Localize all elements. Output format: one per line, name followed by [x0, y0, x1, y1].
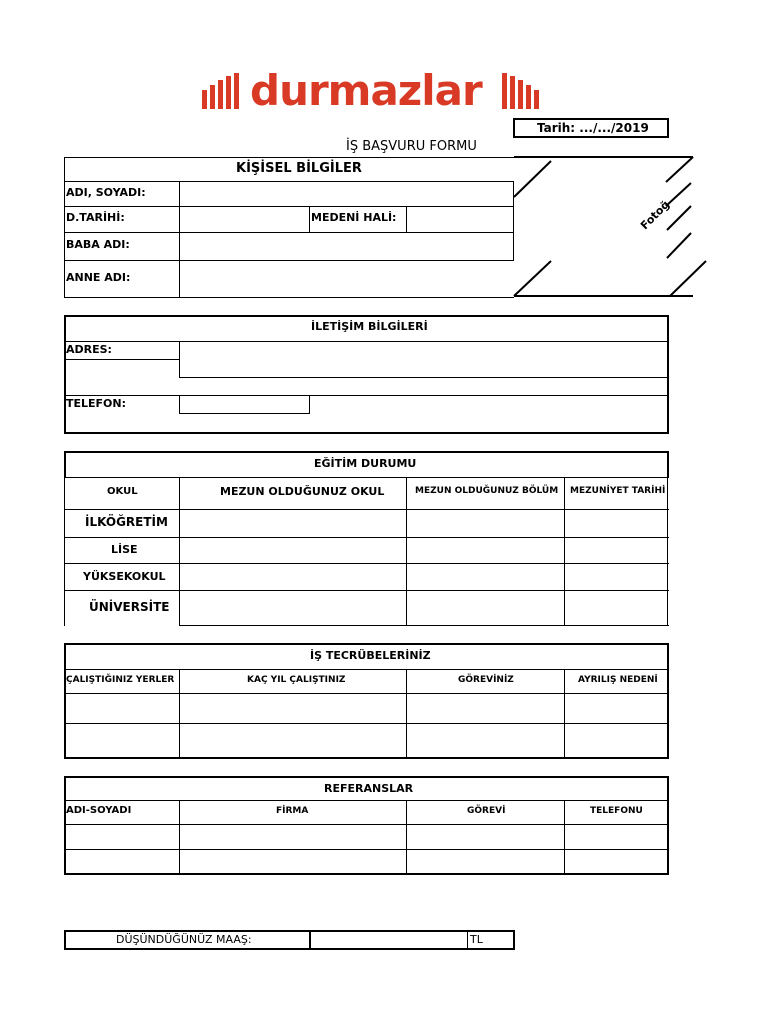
salary-currency: TL	[470, 933, 483, 946]
reference-field[interactable]	[66, 850, 179, 873]
reference-field[interactable]	[565, 825, 667, 849]
address-label: ADRES:	[66, 343, 112, 356]
experience-header-years: KAÇ YIL ÇALIŞTINIZ	[247, 675, 346, 685]
reference-field[interactable]	[180, 825, 406, 849]
name-field[interactable]	[180, 182, 513, 206]
father-name-label: BABA ADI:	[66, 238, 130, 251]
education-header-school: OKUL	[107, 486, 138, 497]
references-title: REFERANSLAR	[324, 782, 414, 795]
references-header-position: GÖREVİ	[467, 806, 506, 816]
experience-field[interactable]	[565, 724, 667, 757]
references-header-company: FİRMA	[276, 806, 309, 816]
reference-field[interactable]	[180, 850, 406, 873]
father-name-field[interactable]	[180, 233, 513, 260]
experience-field[interactable]	[180, 694, 406, 723]
marital-status-label: MEDENİ HALİ:	[311, 211, 397, 224]
education-field[interactable]	[180, 591, 406, 625]
personal-title: KİŞİSEL BİLGİLER	[236, 161, 362, 176]
birth-date-field[interactable]	[180, 207, 309, 232]
phone-field[interactable]	[180, 396, 309, 413]
mother-name-field[interactable]	[180, 261, 513, 297]
experience-header-reason: AYRILIŞ NEDENİ	[578, 675, 658, 685]
photo-label: Fotoğ	[638, 198, 673, 233]
education-field[interactable]	[407, 538, 564, 563]
company-logo	[200, 66, 545, 115]
phone-label: TELEFON:	[66, 397, 127, 410]
education-field[interactable]	[565, 564, 667, 590]
contact-title: İLETİŞİM BİLGİLERİ	[311, 320, 428, 333]
experience-field[interactable]	[180, 724, 406, 757]
experience-field[interactable]	[66, 694, 179, 723]
birth-date-label: D.TARİHİ:	[66, 211, 125, 224]
education-row-college: YÜKSEKOKUL	[83, 570, 166, 583]
form-title: İŞ BAŞVURU FORMU	[346, 139, 477, 154]
education-field[interactable]	[180, 538, 406, 563]
experience-field[interactable]	[407, 694, 564, 723]
date-box[interactable]	[513, 118, 669, 138]
address-field[interactable]	[180, 342, 667, 377]
education-header-department: MEZUN OLDUĞUNUZ BÖLÜM	[415, 486, 559, 496]
experience-field[interactable]	[565, 694, 667, 723]
experience-header-workplaces: ÇALIŞTIĞINIZ YERLER	[66, 675, 175, 685]
education-field[interactable]	[565, 591, 667, 625]
education-field[interactable]	[180, 510, 406, 537]
education-row-primary: İLKÖĞRETİM	[85, 515, 168, 529]
reference-field[interactable]	[565, 850, 667, 873]
education-field[interactable]	[565, 538, 667, 563]
education-field[interactable]	[407, 564, 564, 590]
date-label: Tarih: .../.../2019	[537, 121, 649, 135]
education-row-university: ÜNİVERSİTE	[89, 600, 170, 614]
salary-label: DÜŞÜNDÜĞÜNÜZ MAAŞ:	[116, 933, 252, 946]
name-label: ADI, SOYADI:	[66, 186, 146, 199]
education-field[interactable]	[407, 510, 564, 537]
reference-field[interactable]	[407, 850, 564, 873]
logo-wordmark: durmazlar	[250, 66, 482, 115]
references-header-phone: TELEFONU	[590, 806, 643, 816]
experience-header-position: GÖREVİNİZ	[458, 675, 514, 685]
photo-frame-icon	[510, 155, 710, 300]
education-field[interactable]	[407, 591, 564, 625]
experience-title: İŞ TECRÜBELERİNİZ	[310, 649, 431, 662]
education-header-graduation-date: MEZUNİYET TARİHİ	[570, 486, 666, 496]
experience-field[interactable]	[407, 724, 564, 757]
education-header-graduated-school: MEZUN OLDUĞUNUZ OKUL	[220, 485, 385, 498]
salary-field[interactable]	[311, 932, 467, 948]
education-field[interactable]	[565, 510, 667, 537]
mother-name-label: ANNE ADI:	[66, 271, 131, 284]
photo-area[interactable]	[510, 155, 710, 300]
experience-field[interactable]	[66, 724, 179, 757]
education-field[interactable]	[180, 564, 406, 590]
reference-field[interactable]	[407, 825, 564, 849]
references-header-name: ADI-SOYADI	[66, 805, 132, 816]
education-row-highschool: LİSE	[111, 543, 138, 556]
marital-status-field[interactable]	[407, 207, 513, 232]
education-title: EĞİTİM DURUMU	[314, 457, 417, 470]
reference-field[interactable]	[66, 825, 179, 849]
